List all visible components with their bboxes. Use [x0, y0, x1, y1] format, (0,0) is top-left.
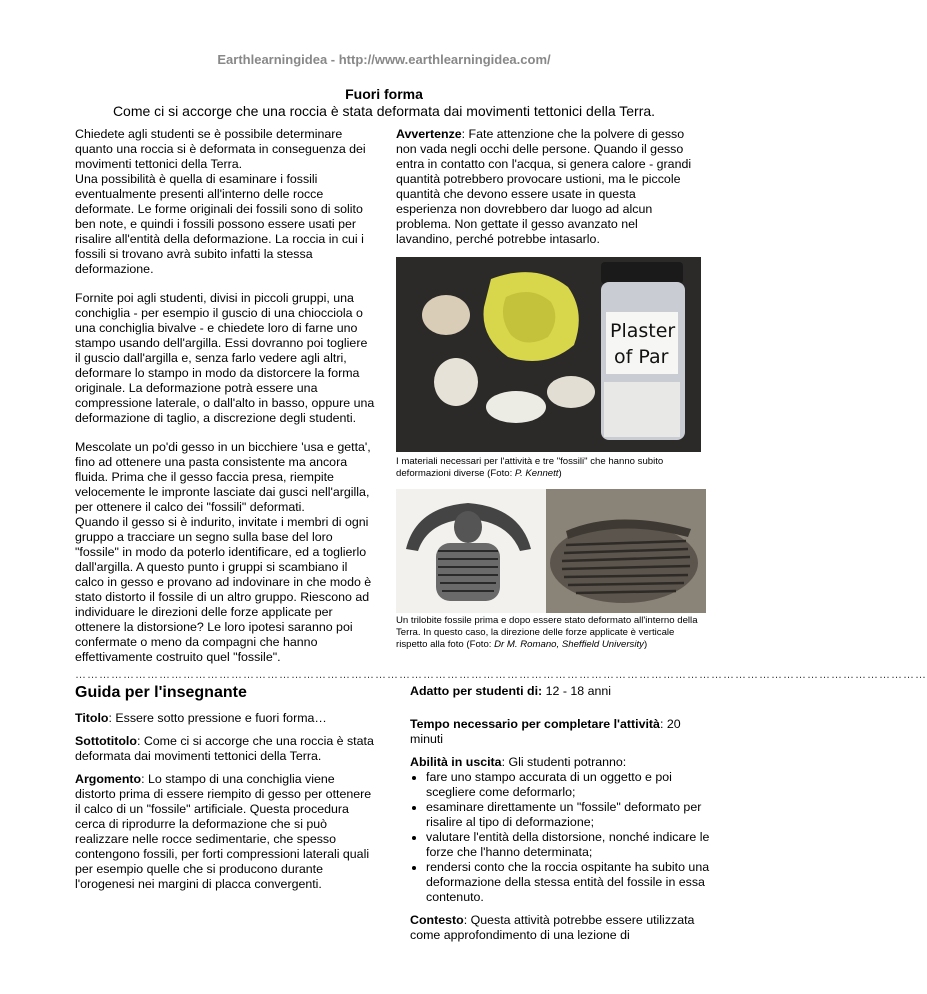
guide-time: Tempo necessario per completare l'attività: 20 minuti	[410, 717, 681, 746]
trilobite-caption: Un trilobite fossile prima e dopo essere stato deformato all'interno della Terra. In questo caso, la direzione delle forze applicate è verticale rispetto alla foto (Foto: Dr M. Romano, Sheffield University)	[396, 615, 698, 650]
materials-illustration	[396, 257, 701, 452]
trilobite-photo	[396, 489, 706, 613]
jar-label-line-2: of Par	[614, 346, 669, 368]
guide-context: Contesto: Questa attività potrebbe essere utilizzata come approfondimento di una lezione di	[410, 913, 695, 942]
warning-paragraph: Avvertenze: Fate attenzione che la polvere di gesso non vada negli occhi delle persone. Quando il gesso entra in contatto con l'acqua, si genera calore - grandi quantità potrebbero provocare ustioni, ma le piccole quantità che devono essere usate in questa esperienza non dovrebbero dar luogo ad alcun problema. Non gettate il gesso avanzato nel lavandino, perché potrebbe intasarlo.	[396, 127, 692, 246]
guide-age: Adatto per studenti di: 12 - 18 anni	[410, 684, 612, 698]
page-subtitle: Come ci si accorge che una roccia è stata deformata dai movimenti tettonici della Terra.	[112, 103, 656, 119]
guide-title: Titolo: Essere sotto pressione e fuori forma…	[75, 711, 327, 725]
guide-right-column	[410, 684, 710, 951]
intro-paragraph: Chiedete agli studenti se è possibile determinare quanto una roccia si è deformata in conseguenza dei movimenti tettonici della Terra. Una possibilità è quella di esaminare i fossili eventualmente presenti all'interno delle rocce deformate. Le forme originali dei fossili sono di solito ben note, e quindi i fossili possono essere usati per risalire all'entità della deformazione. La roccia in cui i fossili si trovano avrà subito infatti la stessa deformazione.	[75, 127, 366, 276]
skills-list	[410, 770, 710, 905]
page-header: Earthlearningidea - http://www.earthlearningidea.com/	[217, 52, 551, 67]
page-title: Fuori forma	[345, 86, 423, 102]
skills-list-item: • rendersi conto che la roccia ospitante ha subito una deformazione della stessa entità del fossile in essa contenuto.	[426, 860, 710, 905]
skills-list-item: • esaminare direttamente un "fossile" deformato per risalire al tipo di deformazione;	[426, 800, 710, 830]
skills-list-item: • valutare l'entità della distorsione, nonché indicare le forze che l'hanno determinata;	[426, 830, 710, 860]
guide-skills: Abilità in uscita: Gli studenti potranno:	[410, 755, 627, 769]
plaster-paragraph: Mescolate un po'di gesso in un bicchiere 'usa e getta', fino ad ottenere una pasta consistente ma ancora fluida. Prima che il gesso faccia presa, riempite velocemente le impronte lasciate dai gusci nell'argilla, per ottenere il calco dei "fossili" deformati. Quando il gesso si è indurito, invitate i membri di ogni gruppo a tracciare un segno sulla base del loro "fossile" in modo da poterlo identificare, ed a toglierlo dall'argilla. A questo punto i gruppi si scambiano il calco in gesso e provano ad indovinare in che modo è stato distorto il fossile di un altro gruppo. Riescono ad individuare le direzioni delle forze applicate per ottenere la distorsione? Le loro ipotesi saranno poi confermate o meno da compagni che hanno effettivamente costruito quel "fossile".	[75, 440, 372, 664]
guide-subtitle: Sottotitolo: Come ci si accorge che una roccia è stata deformata dai movimenti tettonici della Terra.	[75, 734, 374, 763]
jar-label-line-1: Plaster	[610, 320, 676, 342]
section-divider: ……………………………………………………………………………………………………………………………………………………………………………………………	[75, 669, 927, 681]
guide-left-column	[75, 711, 375, 900]
trilobite-illustration	[396, 489, 706, 613]
materials-caption: I materiali necessari per l'attività e tre "fossili" che hanno subito deformazioni diverse (Foto: P. Kennett)	[396, 456, 664, 479]
clay-paragraph: Fornite poi agli studenti, divisi in piccoli gruppi, una conchiglia - per esempio il guscio di una chiocciola o una conchiglia bivalve - e chiedete loro di farne uno stampo usando dell'argilla. Essi dovranno poi togliere il guscio dall'argilla e, senza farlo vedere agli altri, deformare lo stampo in modo da distorcere la forma originale. La deformazione potrà essere una compressione laterale, o dall'alto in basso, oppure una deformazione di taglio, a discrezione degli studenti.	[75, 291, 375, 425]
guide-topic: Argomento: Lo stampo di una conchiglia viene distorto prima di essere riempito di gesso per ottenere il calco di un "fossile" artificiale. Questa procedura cerca di riprodurre la deformazione che si può realizzare nelle rocce sedimentarie, che spesso contengono fossili, per forti compressioni laterali quali per esempio quelle che si producono durante l'orogenesi nei margini di placca convergenti.	[75, 772, 372, 891]
left-column	[75, 127, 375, 679]
teacher-guide-heading: Guida per l'insegnante	[75, 684, 247, 701]
skills-list-item: • fare uno stampo accurata di un oggetto e poi scegliere come deformarlo;	[426, 770, 710, 800]
materials-photo	[396, 257, 701, 452]
